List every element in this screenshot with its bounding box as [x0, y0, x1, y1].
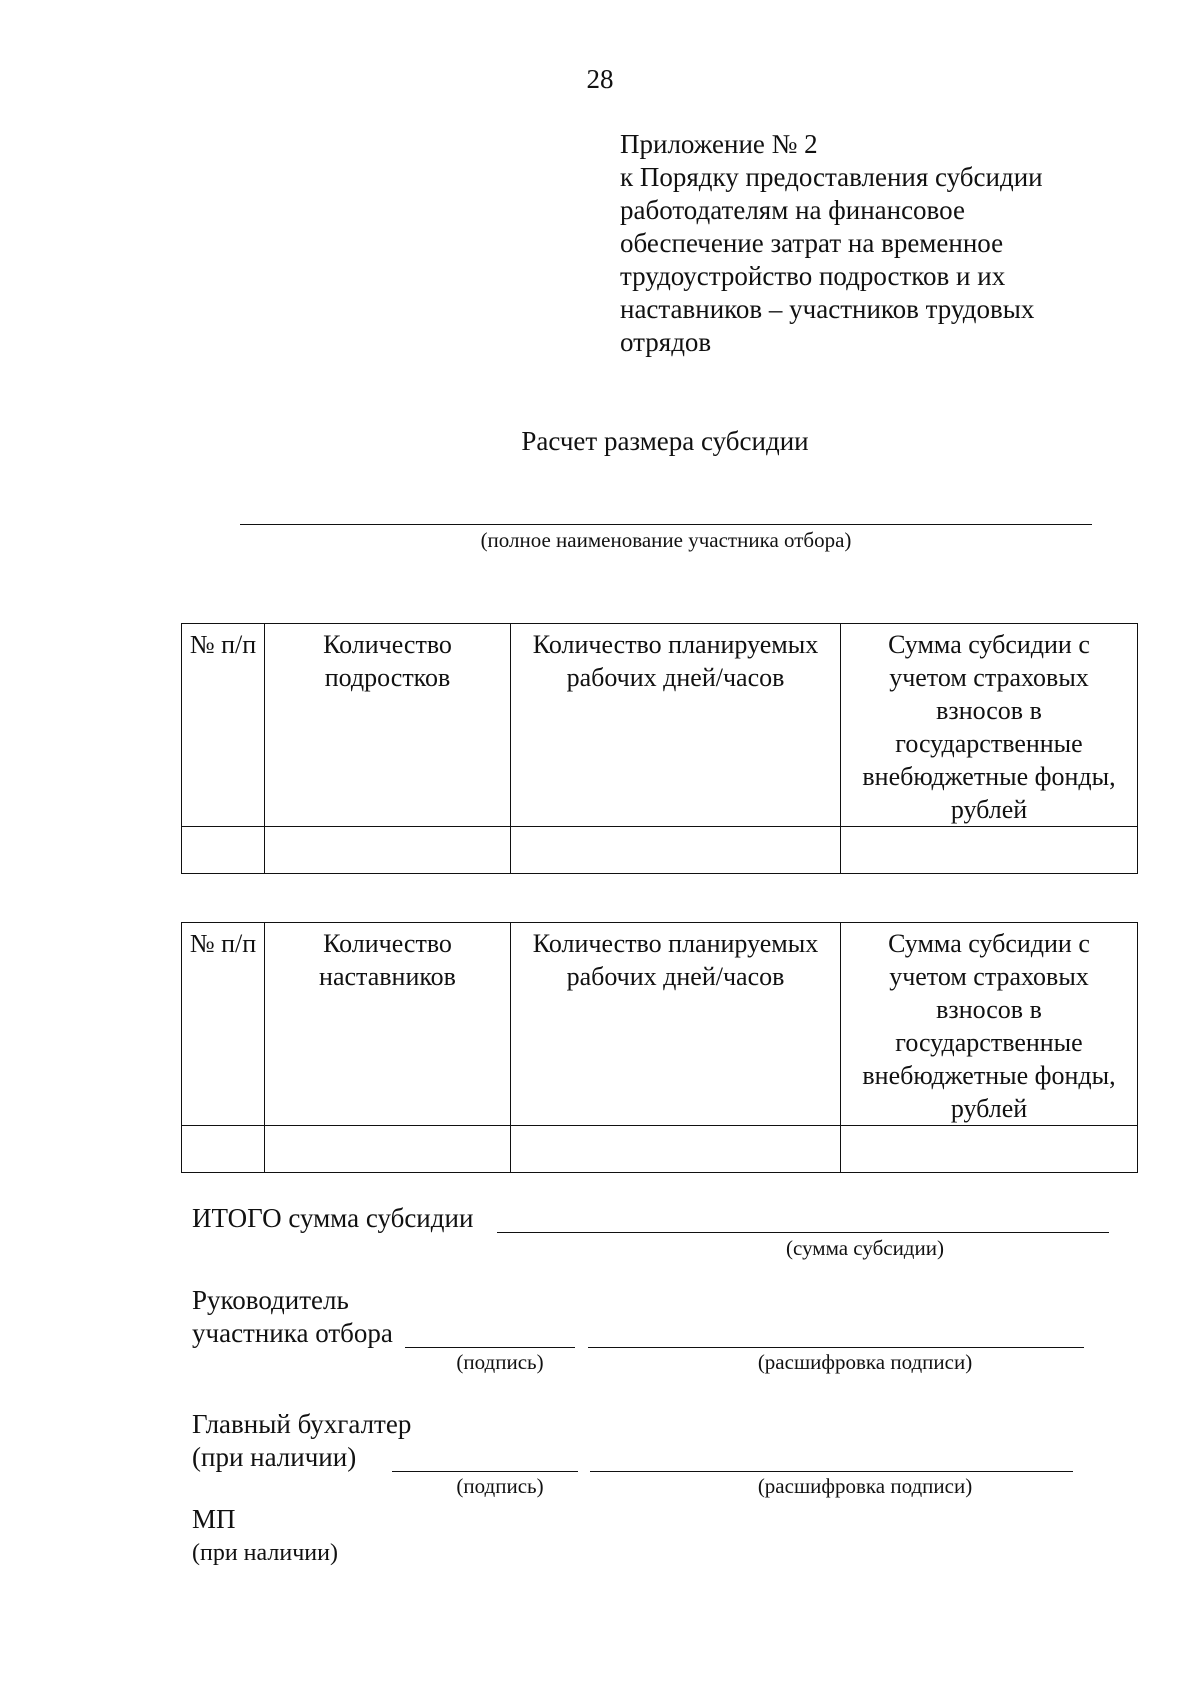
stamp-label: МП — [192, 1504, 236, 1534]
total-sum-field[interactable] — [497, 1232, 1109, 1233]
appendix-line: работодателям на финансовое — [620, 195, 965, 225]
col-header-number: № п/п — [182, 923, 265, 1126]
appendix-line: трудоустройство подростков и их — [620, 261, 1006, 291]
appendix-line: к Порядку предоставления субсидии — [620, 162, 1043, 192]
accountant-label-line2: (при наличии) — [192, 1442, 357, 1472]
appendix-line: Приложение № 2 — [620, 129, 818, 159]
accountant-signature-field[interactable] — [392, 1471, 578, 1472]
appendix-line: отрядов — [620, 327, 712, 357]
head-label-line2: участника отбора — [192, 1318, 393, 1348]
head-signature-field[interactable] — [405, 1347, 575, 1348]
table-cell[interactable] — [182, 827, 265, 874]
table-cell[interactable] — [511, 827, 841, 874]
col-header-subsidy-sum: Сумма субсидии с учетом страховых взносов в государственные внебюджетные фонды, рублей — [841, 624, 1138, 827]
head-label-line1: Руководитель — [192, 1285, 349, 1315]
total-label: ИТОГО сумма субсидии — [192, 1203, 474, 1233]
stamp-note: (при наличии) — [192, 1540, 338, 1566]
document-title: Расчет размера субсидии — [521, 426, 809, 456]
table-cell[interactable] — [511, 1126, 841, 1173]
col-header-number: № п/п — [182, 624, 265, 827]
page-number: 28 — [586, 64, 614, 94]
col-header-subsidy-sum: Сумма субсидии с учетом страховых взносов в государственные внебюджетные фонды, рублей — [841, 923, 1138, 1126]
participant-name-caption: (полное наименование участника отбора) — [480, 528, 852, 552]
head-decode-caption: (расшифровка подписи) — [757, 1350, 973, 1374]
table-cell[interactable] — [265, 1126, 511, 1173]
appendix-line: обеспечение затрат на временное — [620, 228, 1004, 258]
total-caption: (сумма субсидии) — [786, 1236, 944, 1260]
col-header-teens-count: Количество подростков — [265, 624, 511, 827]
col-header-mentors-count: Количество наставников — [265, 923, 511, 1126]
table-cell[interactable] — [841, 827, 1138, 874]
mentors-table — [181, 922, 1138, 1173]
head-signature-caption: (подпись) — [456, 1350, 544, 1374]
participant-name-field[interactable] — [240, 524, 1092, 525]
table-cell[interactable] — [841, 1126, 1138, 1173]
appendix-header — [620, 128, 1043, 359]
accountant-decode-caption: (расшифровка подписи) — [757, 1474, 973, 1498]
accountant-signature-caption: (подпись) — [456, 1474, 544, 1498]
col-header-work-days: Количество планируемых рабочих дней/часов — [511, 923, 841, 1126]
table-cell[interactable] — [182, 1126, 265, 1173]
col-header-work-days: Количество планируемых рабочих дней/часов — [511, 624, 841, 827]
table-cell[interactable] — [265, 827, 511, 874]
accountant-decode-field[interactable] — [590, 1471, 1073, 1472]
appendix-line: наставников – участников трудовых — [620, 294, 1035, 324]
head-decode-field[interactable] — [588, 1347, 1084, 1348]
accountant-label-line1: Главный бухгалтер — [192, 1409, 412, 1439]
teens-table — [181, 623, 1138, 874]
